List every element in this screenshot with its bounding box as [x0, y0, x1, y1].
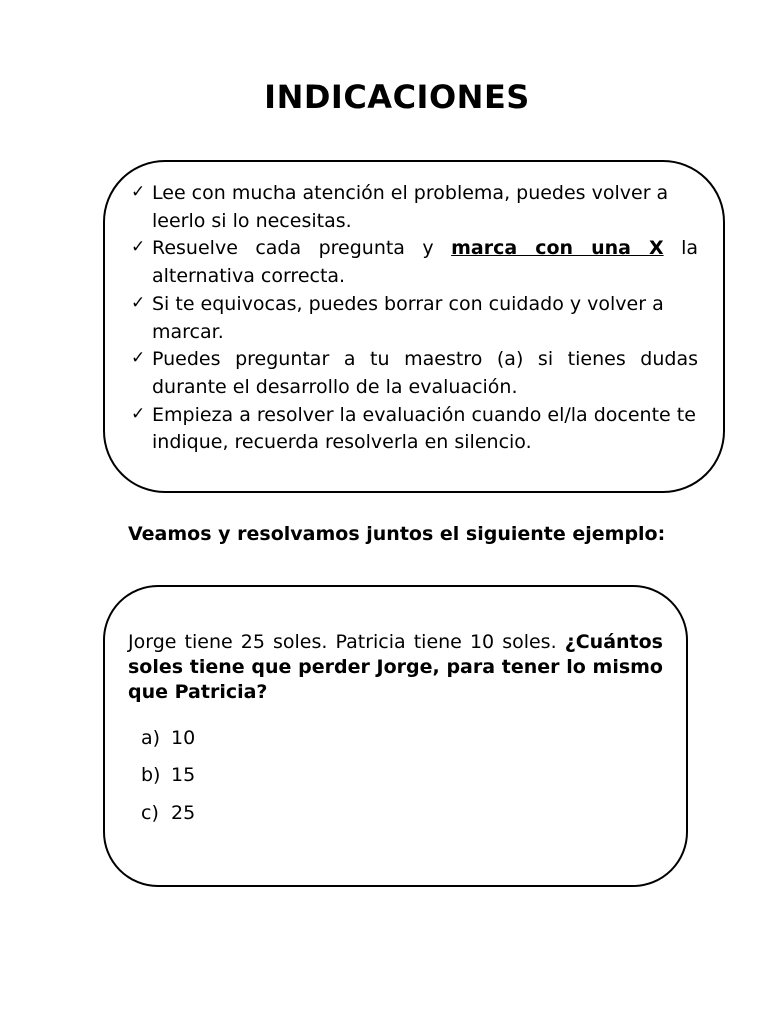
problem-text	[128, 630, 663, 705]
instruction-text-second-line: alternativa correcta.	[152, 265, 346, 288]
instruction-item	[128, 291, 698, 346]
check-icon: ✓	[131, 403, 146, 424]
instruction-item	[128, 235, 698, 290]
option-label: c)	[141, 802, 159, 824]
example-heading: Veamos y resolvamos juntos el siguiente ejemplo:	[128, 523, 666, 545]
option-value: 15	[171, 764, 196, 786]
option-label: a)	[141, 727, 161, 749]
check-icon: ✓	[131, 348, 146, 369]
option-value: 10	[171, 727, 196, 749]
instruction-text: Puedes preguntar a tu maestro (a) si tienes dudas durante el desarrollo de la evaluación.	[152, 348, 698, 398]
option-b[interactable]	[141, 764, 195, 786]
check-icon: ✓	[131, 237, 146, 258]
option-c[interactable]	[141, 802, 195, 824]
instruction-item	[128, 402, 698, 457]
problem-statement: Jorge tiene 25 soles. Patricia tiene 10 soles.	[128, 631, 557, 653]
problem-question: ¿Cuántos soles tiene que perder Jorge, para tener lo mismo que Patricia?	[128, 631, 663, 703]
page-title: INDICACIONES	[264, 78, 530, 116]
option-value: 25	[171, 802, 196, 824]
instruction-text: Empieza a resolver la evaluación cuando el/la docente te indique, recuerda resolverla en silencio.	[152, 403, 696, 454]
option-label: b)	[141, 764, 161, 786]
check-icon: ✓	[131, 292, 146, 313]
instruction-item	[128, 180, 698, 235]
instruction-text-first-line: Resuelve cada pregunta y marca con una X la	[152, 237, 698, 260]
check-icon: ✓	[131, 182, 146, 202]
instructions-list	[128, 180, 698, 457]
instruction-text: Si te equivocas, puedes borrar con cuidado y volver a marcar.	[152, 292, 664, 343]
instruction-emphasis: marca con una X	[451, 237, 664, 260]
instruction-text: Lee con mucha atención el problema, puedes volver a leerlo si lo necesitas.	[152, 182, 669, 232]
instruction-item	[128, 346, 698, 401]
option-a[interactable]	[141, 727, 195, 749]
